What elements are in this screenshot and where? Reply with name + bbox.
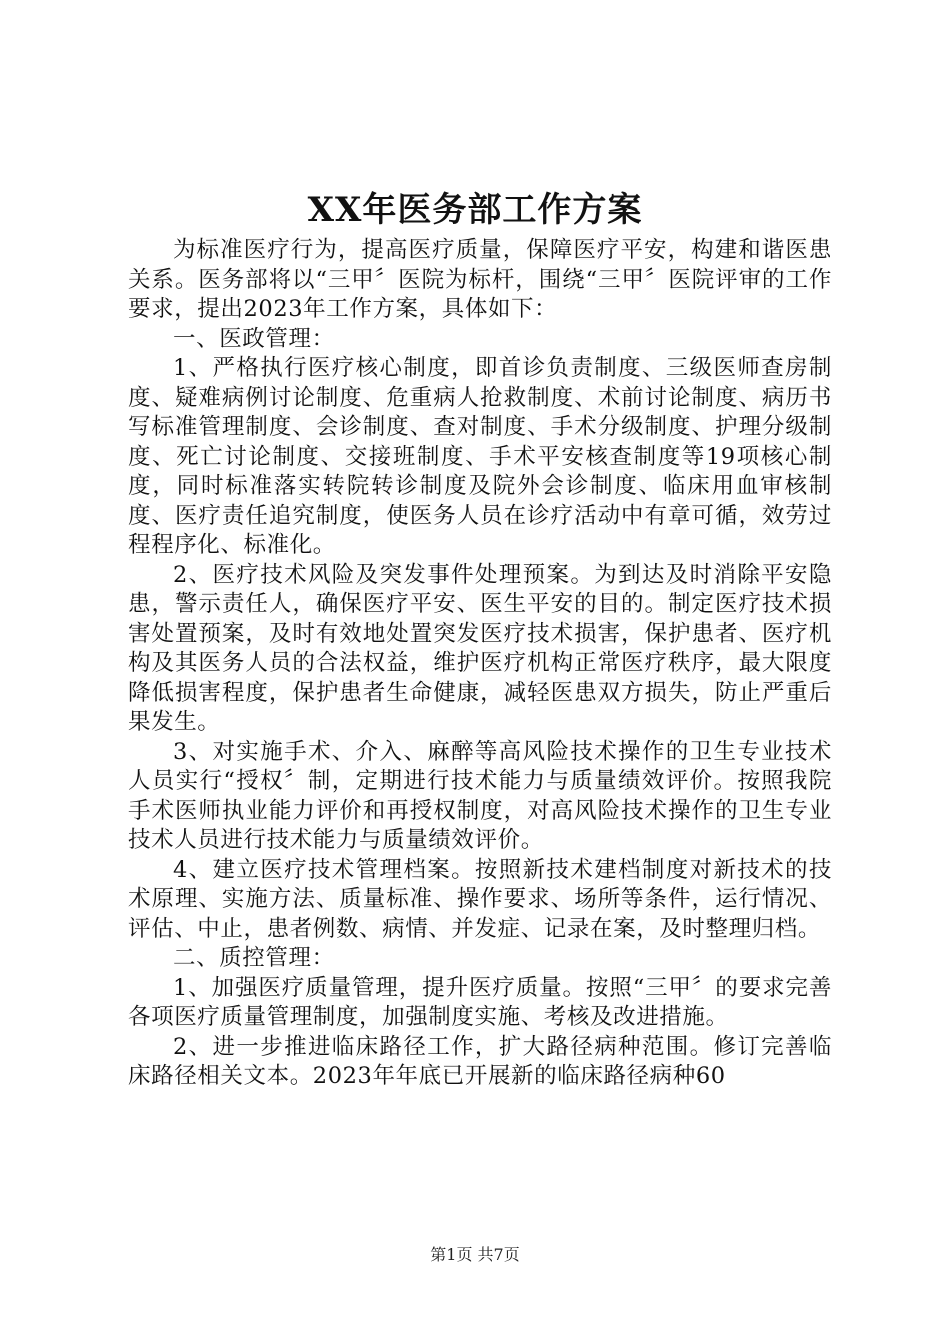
section-heading-quality-control: 二、质控管理： <box>173 945 335 971</box>
page-number-footer: 第1页 共7页 <box>430 1245 520 1264</box>
paragraph-authorization: 3、对实施手术、介入、麻醉等高风险技术操作的卫生专业技术人员实行“授权〞制，定期进行技术能力与质量绩效评价。按照我院手术医师执业能力评价和再授权制度，对高风险技术操作的卫生专业技术人员进行技术能力与质量绩效评价。 <box>128 738 832 853</box>
document-title: XX年医务部工作方案 <box>307 190 643 230</box>
paragraph-tech-archive: 4、建立医疗技术管理档案。按照新技术建档制度对新技术的技术原理、实施方法、质量标准、操作要求、场所等条件，运行情况、评估、中止，患者例数、病情、并发症、记录在案，及时整理归档。 <box>128 856 832 942</box>
document-body <box>128 236 832 1092</box>
section-heading-medical-administration: 一、医政管理： <box>173 325 335 352</box>
intro-paragraph: 为标准医疗行为，提高医疗质量，保障医疗平安，构建和谐医患关系。医务部将以“三甲〞医院为标杆，围绕“三甲〞医院评审的工作要求，提出2023年工作方案，具体如下： <box>128 237 832 322</box>
paragraph-quality-management: 1、加强医疗质量管理，提升医疗质量。按照“三甲〞的要求完善各项医疗质量管理制度，加强制度实施、考核及改进措施。 <box>128 974 832 1030</box>
paragraph-clinical-pathway: 2、进一步推进临床路径工作，扩大路径病种范围。修订完善临床路径相关文本。2023年年底已开展新的临床路径病种60 <box>128 1033 832 1089</box>
paragraph-core-systems: 1、严格执行医疗核心制度，即首诊负责制度、三级医师查房制度、疑难病例讨论制度、危重病人抢救制度、术前讨论制度、病历书写标准管理制度、会诊制度、查对制度、手术分级制度、护理分级制度、死亡讨论制度、交接班制度、手术平安核查制度等19项核心制度，同时标准落实转院转诊制度及院外会诊制度、临床用血审核制度、医疗责任追究制度，使医务人员在诊疗活动中有章可循，效劳过程程序化、标准化。 <box>128 355 832 558</box>
paragraph-risk-plan: 2、医疗技术风险及突发事件处理预案。为到达及时消除平安隐患，警示责任人，确保医疗平安、医生平安的目的。制定医疗技术损害处置预案，及时有效地处置突发医疗技术损害，保护患者、医疗机构及其医务人员的合法权益，维护医疗机构正常医疗秩序，最大限度降低损害程度，保护患者生命健康，减轻医患双方损失，防止严重后果发生。 <box>128 561 832 735</box>
